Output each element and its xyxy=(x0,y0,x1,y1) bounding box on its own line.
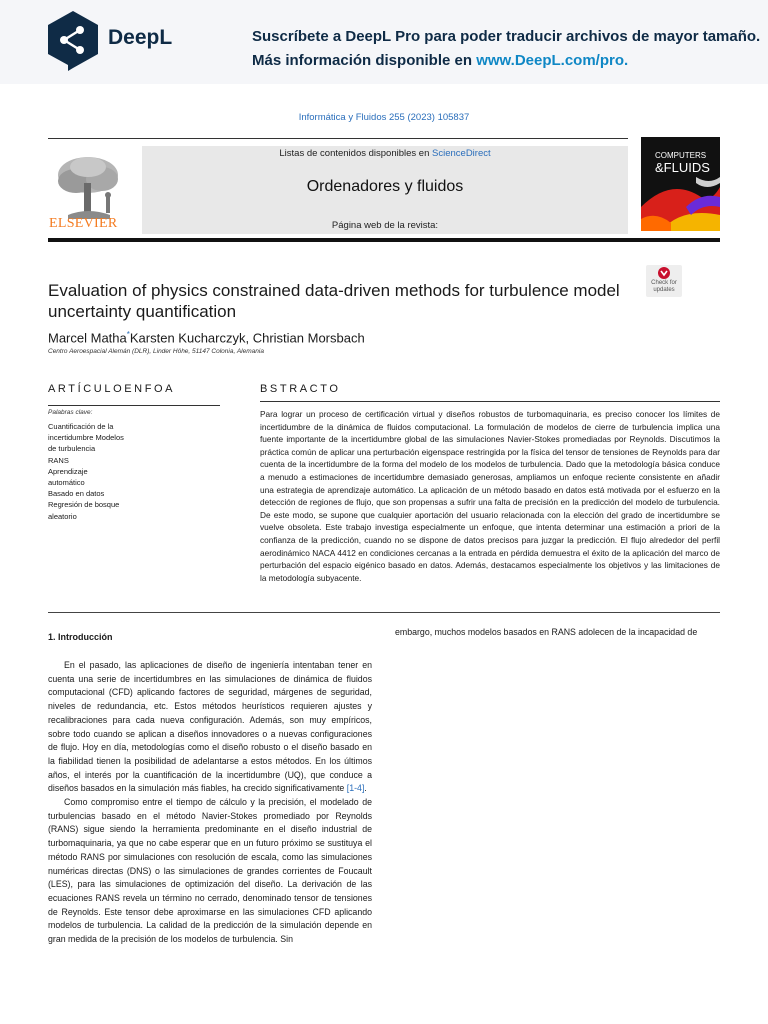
body-right-column xyxy=(395,626,723,640)
intro-paragraph-1-text: En el pasado, las aplicaciones de diseño de ingeniería intentaban tener en cuenta una serie de incertidumbres en las simulaciones de dinámica de fluidos computacional (CFD) aplicando factores de seguridad, márgenes de seguridad, niveles de redundancia, etc. Estos métodos heurísticos requieren ajustes y recalibraciones para cada nueva configuración. Además, son muy empíricos, sobre todo cuando se aplican a diseños innovadores o a nuevas configuraciones de flujo. Hoy en día, metodologías como el diseño robusto o el diseño basado en la fiabilidad tienen la posibilidad de adelantarse a estos métodos. En los últimos años, el interés por la cuantificación de la incertidumbre (UQ), que conduce a diseños basados en la simulación más fiables, ha crecido significativamente xyxy=(48,660,372,794)
check-for-updates-icon xyxy=(646,265,682,281)
banner-info-text xyxy=(252,52,628,69)
keyword-item: Cuantificación de la xyxy=(48,422,114,431)
keywords-title: Palabras clave: xyxy=(48,409,93,416)
keyword-item: de turbulencia xyxy=(48,444,96,454)
elsevier-wordmark: ELSEVIER xyxy=(49,216,118,231)
intro-paragraph-3: embargo, muchos modelos basados en RANS adolecen de la incapacidad de xyxy=(395,627,698,637)
intro-paragraph-2: Como compromiso entre el tiempo de cálculo y la precisión, el modelado de turbulencias basado en el método Navier-Stokes promediado por Reynolds (RANS) sigue siendo la herramienta predominante en el diseño industrial de turbomaquinaria, ya que no cabe esperar que en un futuro próximo se sustituya el método RANS por simulaciones con resolución de escala, como las simulaciones numéricas directas (DNS) o las simulaciones de grandes corrientes de Foucault (LES), para las simulaciones de optimización del diseño. La derivación de las ecuaciones RANS revela un término no cerrado, denominado tensor de tensiones de Reynolds. Este tensor debe aproximarse en las simulaciones CFD aplicando modelos de turbulencia. La calidad de la predicción de la simulación depende en gran medida de la precisión de los modelos de turbulencia. Sin xyxy=(48,797,372,945)
journal-citation[interactable]: Informática y Fluidos 255 (2023) 105837 xyxy=(298,112,470,123)
journal-cover[interactable] xyxy=(641,137,720,231)
sciencedirect-link[interactable]: ScienceDirect xyxy=(432,148,491,159)
deepl-logo-icon[interactable] xyxy=(46,10,100,72)
abstract-rule-bottom xyxy=(48,612,720,613)
keyword-item: Basado en datos xyxy=(48,489,105,499)
deepl-wordmark[interactable]: DeepL xyxy=(108,26,173,49)
abstract-rule-top xyxy=(260,401,720,402)
check-for-updates-button[interactable] xyxy=(646,265,682,297)
keyword-item: aleatorio xyxy=(48,511,77,521)
body-left-column xyxy=(48,659,372,947)
deepl-banner xyxy=(0,0,768,84)
cover-title xyxy=(655,151,710,174)
keyword-item: incertidumbre Modelos xyxy=(48,433,124,443)
reference-link[interactable]: [1-4] xyxy=(346,783,365,794)
cover-title-line1: COMPUTERS xyxy=(655,151,707,160)
author-first[interactable]: Marcel Matha xyxy=(48,330,127,346)
corresponding-author-marker[interactable]: * xyxy=(126,330,130,339)
author-list xyxy=(48,330,365,345)
article-title: Evaluation of physics constrained data-driven methods for turbulence model uncertainty quantification xyxy=(48,281,620,321)
intro-paragraph-1 xyxy=(48,659,372,796)
intro-paragraph-1-end: . xyxy=(364,783,367,794)
article-info-heading: ARTÍCULOENFOA xyxy=(48,383,176,395)
contents-prefix: Listas de contenidos disponibles en xyxy=(279,148,430,159)
banner-info-prefix: Más información disponible en xyxy=(252,52,473,69)
header-rule-bottom xyxy=(48,238,720,242)
deepl-pro-link[interactable]: www.DeepL.com/pro. xyxy=(476,52,629,69)
abstract-text: Para lograr un proceso de certificación virtual y diseños robustos de turbomaquinaria, es preciso conocer los límites de incertidumbre de la dinámica de fluidos computacional. La formulación de modelos de cierre de turbulencia implica una fuente importante de la incertidumbre global de las simulaciones Navier-Stokes promediadas por Reynolds. Discutimos la práctica común de aplicar una perturbación eigenspace restringida por la física del tensor de tensiones de Reynolds para dar cuenta de la incertidumbre de la forma del modelo de los modelos de turbulencia. Dado que la metodología básica conduce a menudo a estimaciones de incertidumbre demasiado generosas, ampliamos un enfoque reciente consistente en añadir una estrategia de aprendizaje automático. La aplicación de un método basado en datos está motivada por el esfuerzo en la detección de regiones de flujo, que son propensas a sufrir una falta de precisión en la predicción del modelo de turbulencia. De este modo, se supone que cualquier aportación del usuario relacionada con la elección del grado de incertidumbre se vuelve obsoleta. Este trabajo investiga especialmente un enfoque, que intenta determinar una estimación a priori de la confianza de la predicción, cuando no se dispone de datos precisos para juzgar la predicción. El flujo alrededor del perfil aerodinámico NACA 4412 en condiciones cercanas a la entrada en pérdida demuestra el éxito de la aplicación del marco de perturbación del espacio eigénico basado en datos. Además, destacamos especialmente los objetivos y las limitaciones de la metodología subyacente. xyxy=(260,409,720,583)
journal-homepage-label: Página web de la revista: xyxy=(331,220,439,231)
author-affiliation: Centro Aeroespacial Alemán (DLR), Linder Höhe, 51147 Colonia, Alemania xyxy=(48,348,264,355)
keyword-item: Regresión de bosque xyxy=(48,500,120,510)
keyword-item: automático xyxy=(48,478,85,488)
keyword-item: Aprendizaje xyxy=(48,466,88,476)
author-rest: Karsten Kucharczyk, Christian Morsbach xyxy=(129,330,365,346)
header-rule-top xyxy=(48,138,628,139)
journal-header-box xyxy=(142,146,628,234)
abstract-heading: BSTRACTO xyxy=(260,383,341,395)
cover-title-line2: &FLUIDS xyxy=(655,160,710,175)
keywords-list xyxy=(48,421,148,522)
keyword-item: RANS xyxy=(48,455,69,465)
intro-section-title: 1. Introducción xyxy=(48,632,113,642)
journal-name: Ordenadores y fluidos xyxy=(306,178,464,195)
banner-subscribe-text: Suscríbete a DeepL Pro para poder traducir archivos de mayor tamaño. xyxy=(252,28,761,45)
article-info-rule xyxy=(48,405,220,406)
check-for-updates-label: Check for updates xyxy=(651,280,677,293)
contents-line xyxy=(142,148,628,159)
